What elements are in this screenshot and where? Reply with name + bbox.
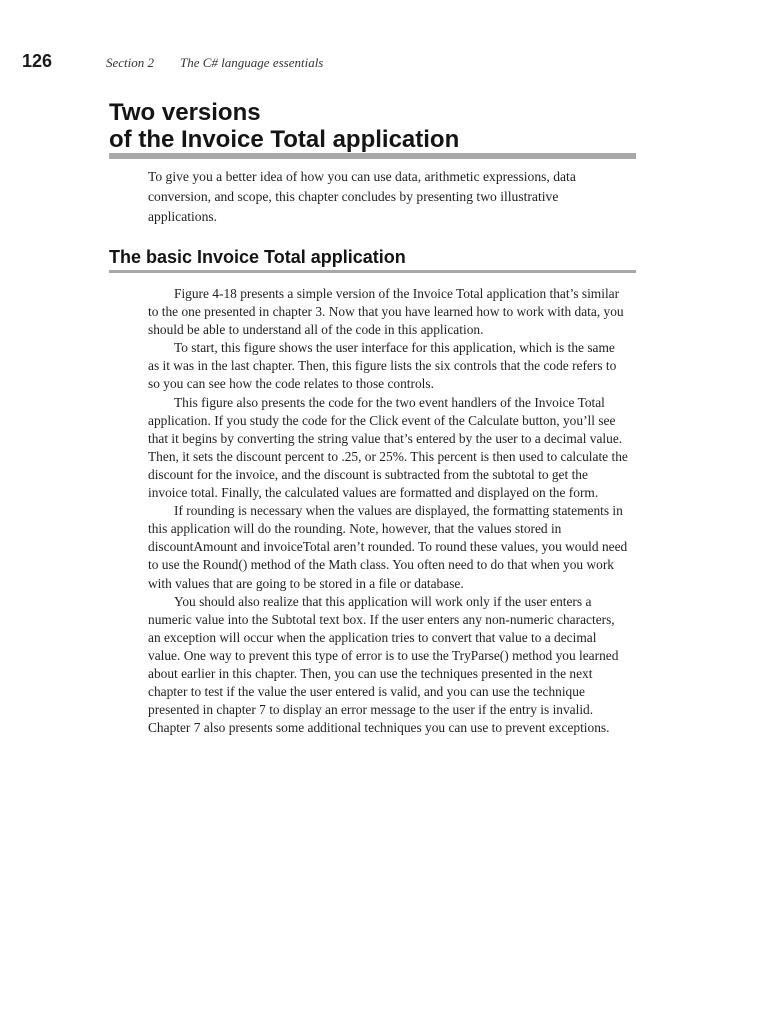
title-rule bbox=[109, 153, 636, 159]
chapter-title-line-1: Two versions bbox=[109, 99, 261, 126]
section-rule bbox=[109, 270, 636, 273]
body-paragraph-2: To start, this figure shows the user interface for this application, which is the same as it was in the last chapter. Then, this figure lists the six controls that the code refers to so you can see how the code relates to those controls. bbox=[148, 340, 617, 392]
running-head bbox=[22, 51, 323, 72]
chapter-title bbox=[109, 99, 459, 153]
body-paragraph-1: Figure 4-18 presents a simple version of the Invoice Total application that’s similar to the one presented in chapter 3. Now that you have learned how to work with data, you should be able to understand all of the code in this application. bbox=[148, 286, 624, 338]
page-number: 126 bbox=[22, 51, 53, 71]
running-head-title: The C# language essentials bbox=[180, 55, 324, 70]
intro-paragraph: To give you a better idea of how you can use data, arithmetic expressions, data conversion, and scope, this chapter concludes by presenting two illustrative applications. bbox=[148, 169, 576, 224]
body-paragraph-3: This figure also presents the code for the two event handlers of the Invoice Total application. If you study the code for the Click event of the Calculate button, you’ll see that it begins by converting the string value that’s entered by the user to a decimal value. Then, it sets the discount percent to .25, or 25%. This percent is then used to calculate the discount for the invoice, and the discount is subtracted from the subtotal to get the invoice total. Finally, the calculated values are formatted and displayed on the form. bbox=[148, 394, 628, 501]
body-paragraph-5: You should also realize that this application will work only if the user enters a numeric value into the Subtotal text box. If the user enters any non-numeric characters, an exception will occur when the application tries to convert that value to a decimal value. One way to prevent this type of error is to use the TryParse() method you learned about earlier in this chapter. Then, you can use the techniques presented in the next chapter to test if the value the user entered is valid, and you can use the technique presented in chapter 7 to display an error message to the user if the entry is invalid. Chapter 7 also presents some additional techniques you can use to prevent exceptions. bbox=[148, 593, 619, 736]
body-paragraph-4: If rounding is necessary when the values are displayed, the formatting statements in this application will do the rounding. Note, however, that the values stored in discountAmount and invoiceTotal aren’t rounded. To round these values, you would need to use the Round() method of the Math class. You often need to do that when you work with values that are going to be stored in a file or database. bbox=[148, 503, 628, 591]
section-heading: The basic Invoice Total application bbox=[109, 247, 406, 267]
running-head-section: Section 2 bbox=[106, 55, 155, 70]
chapter-title-line-2: of the Invoice Total application bbox=[109, 126, 460, 153]
section-body bbox=[148, 285, 628, 737]
